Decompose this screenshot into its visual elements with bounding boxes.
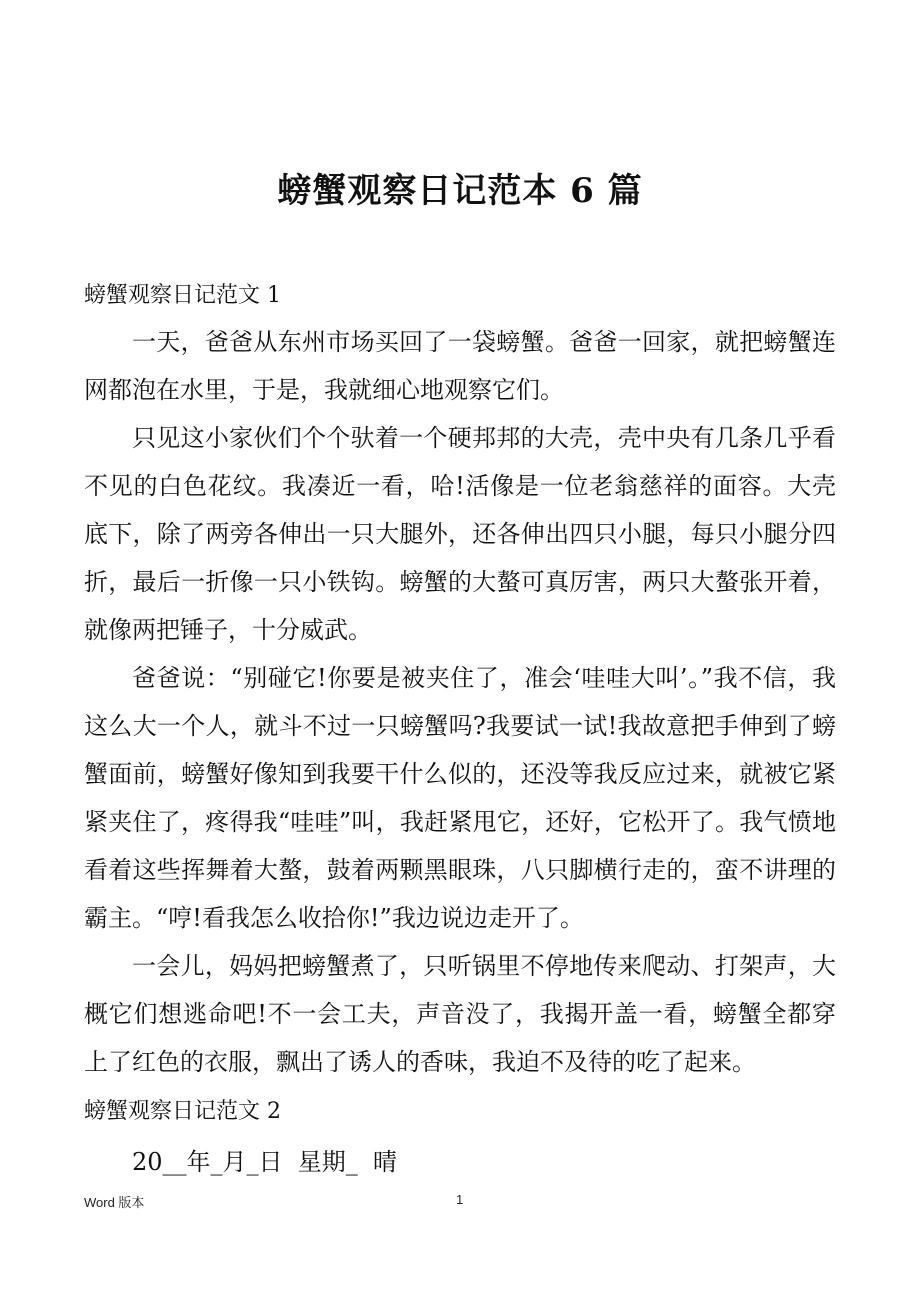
- paragraph: 一天，爸爸从东州市场买回了一袋螃蟹。爸爸一回家，就把螃蟹连网都泡在水里，于是，我就细心地观察它们。: [84, 328, 836, 404]
- diary-date-line: 20__年_月_日 星期_ 晴: [132, 1148, 398, 1176]
- section-heading: 螃蟹观察日记范文 1: [84, 283, 281, 308]
- footer-label: Word 版本: [84, 1195, 145, 1210]
- page-footer: [0, 1192, 920, 1216]
- document-body: [84, 276, 836, 1186]
- section-heading: 螃蟹观察日记范文 2: [84, 1099, 281, 1124]
- page-number: 1: [456, 1192, 464, 1207]
- paragraph: 只见这小家伙们个个驮着一个硬邦邦的大壳，壳中央有几条几乎看不见的白色花纹。我凑近一看，哈!活像是一位老翁慈祥的面容。大壳底下，除了两旁各伸出一只大腿外，还各伸出四只小腿，每只小腿分四折，最后一折像一只小铁钩。螃蟹的大螯可真厉害，两只大螯张开着，就像两把锤子，十分威武。: [84, 424, 836, 644]
- paragraph: 一会儿，妈妈把螃蟹煮了，只听锅里不停地传来爬动、打架声，大概它们想逃命吧!不一会工夫，声音没了，我揭开盖一看，螃蟹全都穿上了红色的衣服，飘出了诱人的香味，我迫不及待的吃了起来。: [84, 952, 836, 1076]
- document-title: 螃蟹观察日记范本 6 篇: [277, 170, 643, 211]
- paragraph: 爸爸说：“别碰它!你要是被夹住了，准会‘哇哇大叫’。”我不信，我这么大一个人，就斗不过一只螃蟹吗?我要试一试!我故意把手伸到了螃蟹面前，螃蟹好像知到我要干什么似的，还没等我反应过来，就被它紧紧夹住了，疼得我“哇哇”叫，我赶紧甩它，还好，它松开了。我气愤地看着这些挥舞着大螯，鼓着两颗黑眼珠，八只脚横行走的，蛮不讲理的霸主。“哼!看我怎么收拾你!”我边说边走开了。: [84, 664, 836, 932]
